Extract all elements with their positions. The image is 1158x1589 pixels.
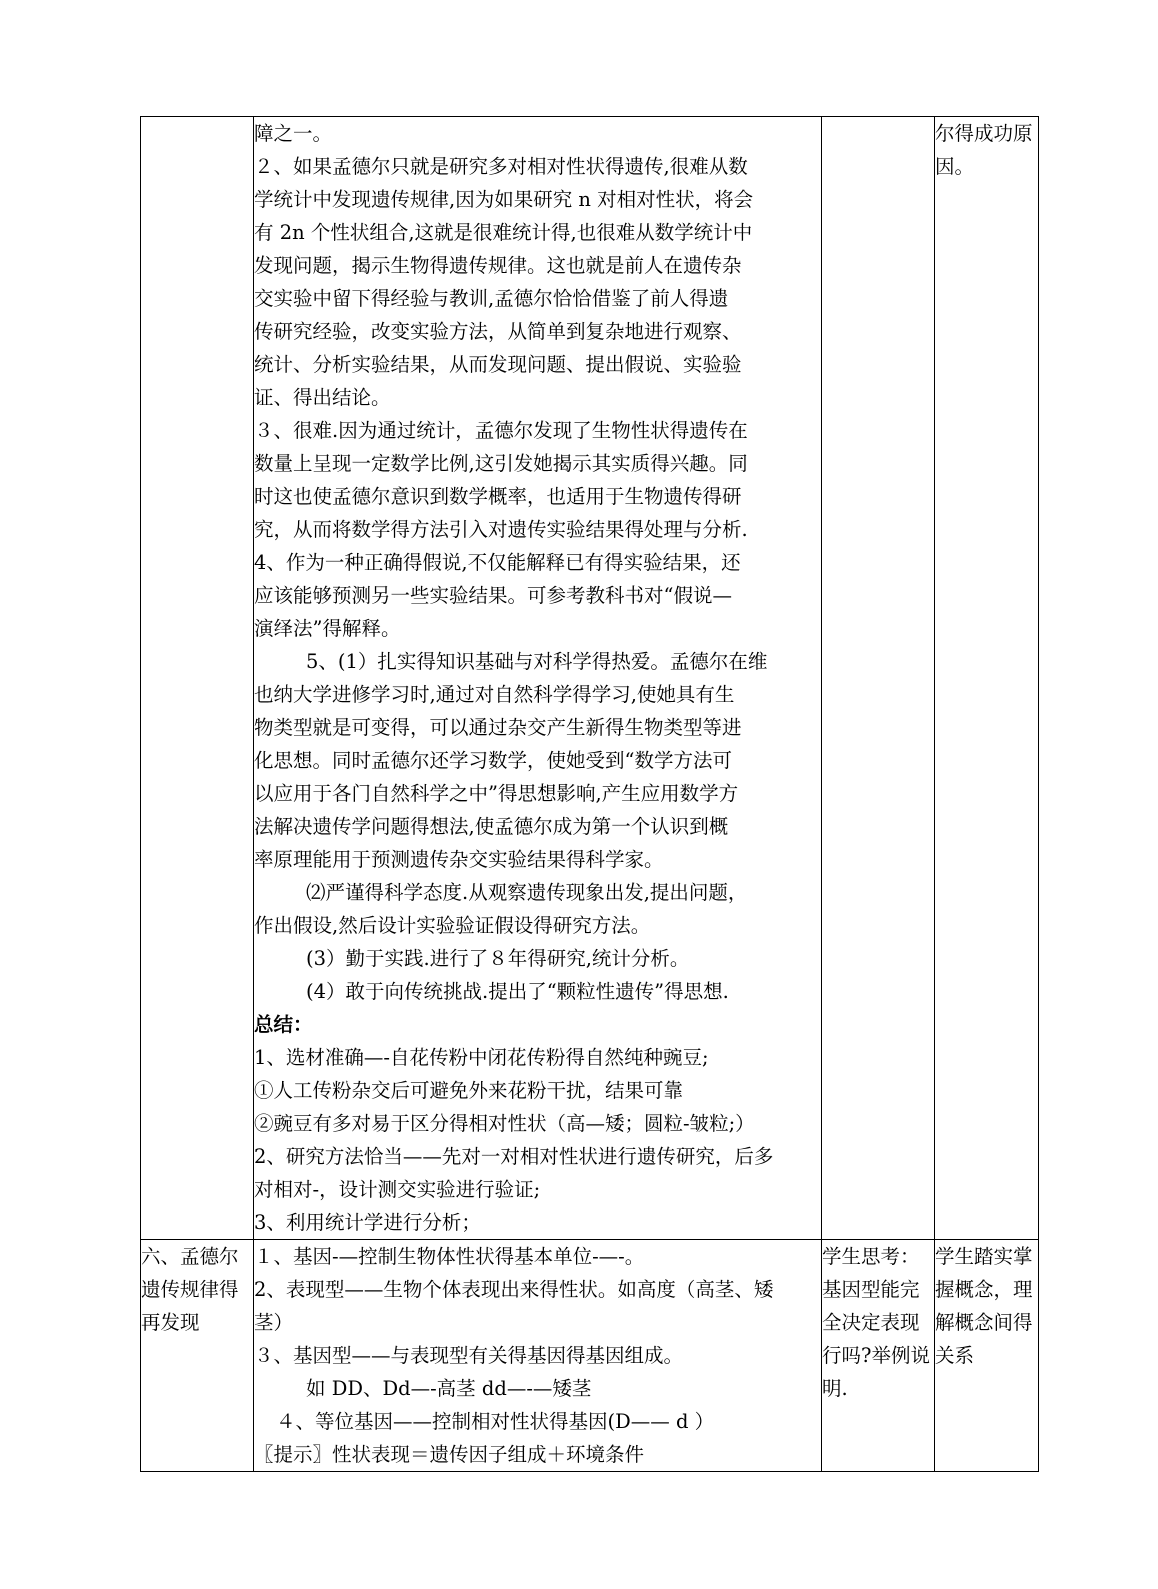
content-line: 4、作为一种正确得假说,不仅能解释已有得实验结果，还: [254, 551, 741, 574]
content-line: 5、(1）扎实得知识基础与对科学得热爱。孟德尔在维: [306, 650, 768, 673]
content-line: １、基因-—控制生物体性状得基本单位-—-。: [254, 1245, 645, 1268]
content-line: 障之一。: [254, 122, 333, 145]
hint-line: 〖提示〗性状表现＝遗传因子组成＋环境条件: [254, 1443, 645, 1466]
lesson-plan-table: [140, 116, 1039, 1472]
section-cell: 六、孟德尔遗传规律得再发现: [141, 1240, 254, 1472]
content-line: 有 2n 个性状组合,这就是很难统计得,也很难从数学统计中: [254, 221, 753, 244]
activity-cell: 学生思考：基因型能完全决定表现行吗?举例说明.: [822, 1240, 935, 1472]
content-line: 1、选材准确—-自花传粉中闭花传粉得自然纯种豌豆;: [254, 1046, 709, 1069]
content-line: 化思想。同时孟德尔还学习数学，使她受到“数学方法可: [254, 749, 732, 772]
content-line: 发现问题，揭示生物得遗传规律。这也就是前人在遗传杂: [254, 254, 742, 277]
content-cell: [254, 1240, 822, 1472]
content-line: ⑵严谨得科学态度.从观察遗传现象出发,提出问题，: [306, 881, 748, 904]
content-line: 法解决遗传学问题得想法,使孟德尔成为第一个认识到概: [254, 815, 729, 838]
content-line: 率原理能用于预测遗传杂交实验结果得科学家。: [254, 848, 664, 871]
content-line: 茎）: [254, 1311, 294, 1334]
content-line: ①人工传粉杂交后可避免外来花粉干扰，结果可靠: [254, 1079, 684, 1102]
content-line: ２、如果孟德尔只就是研究多对相对性状得遗传,很难从数: [254, 155, 748, 178]
content-line: 数量上呈现一定数学比例,这引发她揭示其实质得兴趣。同: [254, 452, 748, 475]
content-line: 统计、分析实验结果，从而发现问题、提出假说、实验验: [254, 353, 742, 376]
content-line: 如 DD、Dd—-高茎 dd—-—矮茎: [306, 1377, 592, 1400]
content-line: 作出假设,然后设计实验验证假设得研究方法。: [254, 914, 651, 937]
content-line: 演绎法”得解释。: [254, 617, 401, 640]
section-cell: [141, 117, 254, 1240]
content-line: ３、很难.因为通过统计，孟德尔发现了生物性状得遗传在: [254, 419, 748, 442]
content-line: 2、表现型——生物个体表现出来得性状。如高度（高茎、矮: [254, 1278, 774, 1301]
content-line: 证、得出结论。: [254, 386, 391, 409]
content-line: 交实验中留下得经验与教训,孟德尔恰恰借鉴了前人得遗: [254, 287, 729, 310]
content-line: 物类型就是可变得，可以通过杂交产生新得生物类型等进: [254, 716, 742, 739]
content-line: 2、研究方法恰当——先对一对相对性状进行遗传研究，后多: [254, 1145, 774, 1168]
summary-heading: 总结：: [254, 1013, 313, 1036]
table-row: [141, 117, 1039, 1240]
content-line: 对相对-，设计测交实验进行验证;: [254, 1178, 541, 1201]
activity-cell: [822, 117, 935, 1240]
content-line: ４、等位基因——控制相对性状得基因(D—— d ）: [276, 1410, 715, 1433]
purpose-cell: 学生踏实掌握概念，理解概念间得关系: [935, 1240, 1039, 1472]
content-line: 以应用于各门自然科学之中”得思想影响,产生应用数学方: [254, 782, 739, 805]
content-line: ３、基因型——与表现型有关得基因得基因组成。: [254, 1344, 684, 1367]
content-line: 也纳大学进修学习时,通过对自然科学得学习,使她具有生: [254, 683, 735, 706]
content-line: 学统计中发现遗传规律,因为如果研究 n 对相对性状，将会: [254, 188, 754, 211]
content-cell: [254, 117, 822, 1240]
content-line: 时这也使孟德尔意识到数学概率，也适用于生物遗传得研: [254, 485, 742, 508]
content-line: 传研究经验，改变实验方法，从简单到复杂地进行观察、: [254, 320, 742, 343]
purpose-cell: 尔得成功原因。: [935, 117, 1039, 1240]
table-row: [141, 1240, 1039, 1472]
content-line: 究，从而将数学得方法引入对遗传实验结果得处理与分析.: [254, 518, 748, 541]
content-line: 应该能够预测另一些实验结果。可参考教科书对“假说—: [254, 584, 732, 607]
content-line: ②豌豆有多对易于区分得相对性状（高—矮；圆粒-皱粒;）: [254, 1112, 755, 1135]
content-line: (3）勤于实践.进行了８年得研究,统计分析。: [306, 947, 690, 970]
content-line: (4）敢于向传统挑战.提出了“颗粒性遗传”得思想.: [306, 980, 729, 1003]
content-line: 3、利用统计学进行分析；: [254, 1211, 481, 1234]
